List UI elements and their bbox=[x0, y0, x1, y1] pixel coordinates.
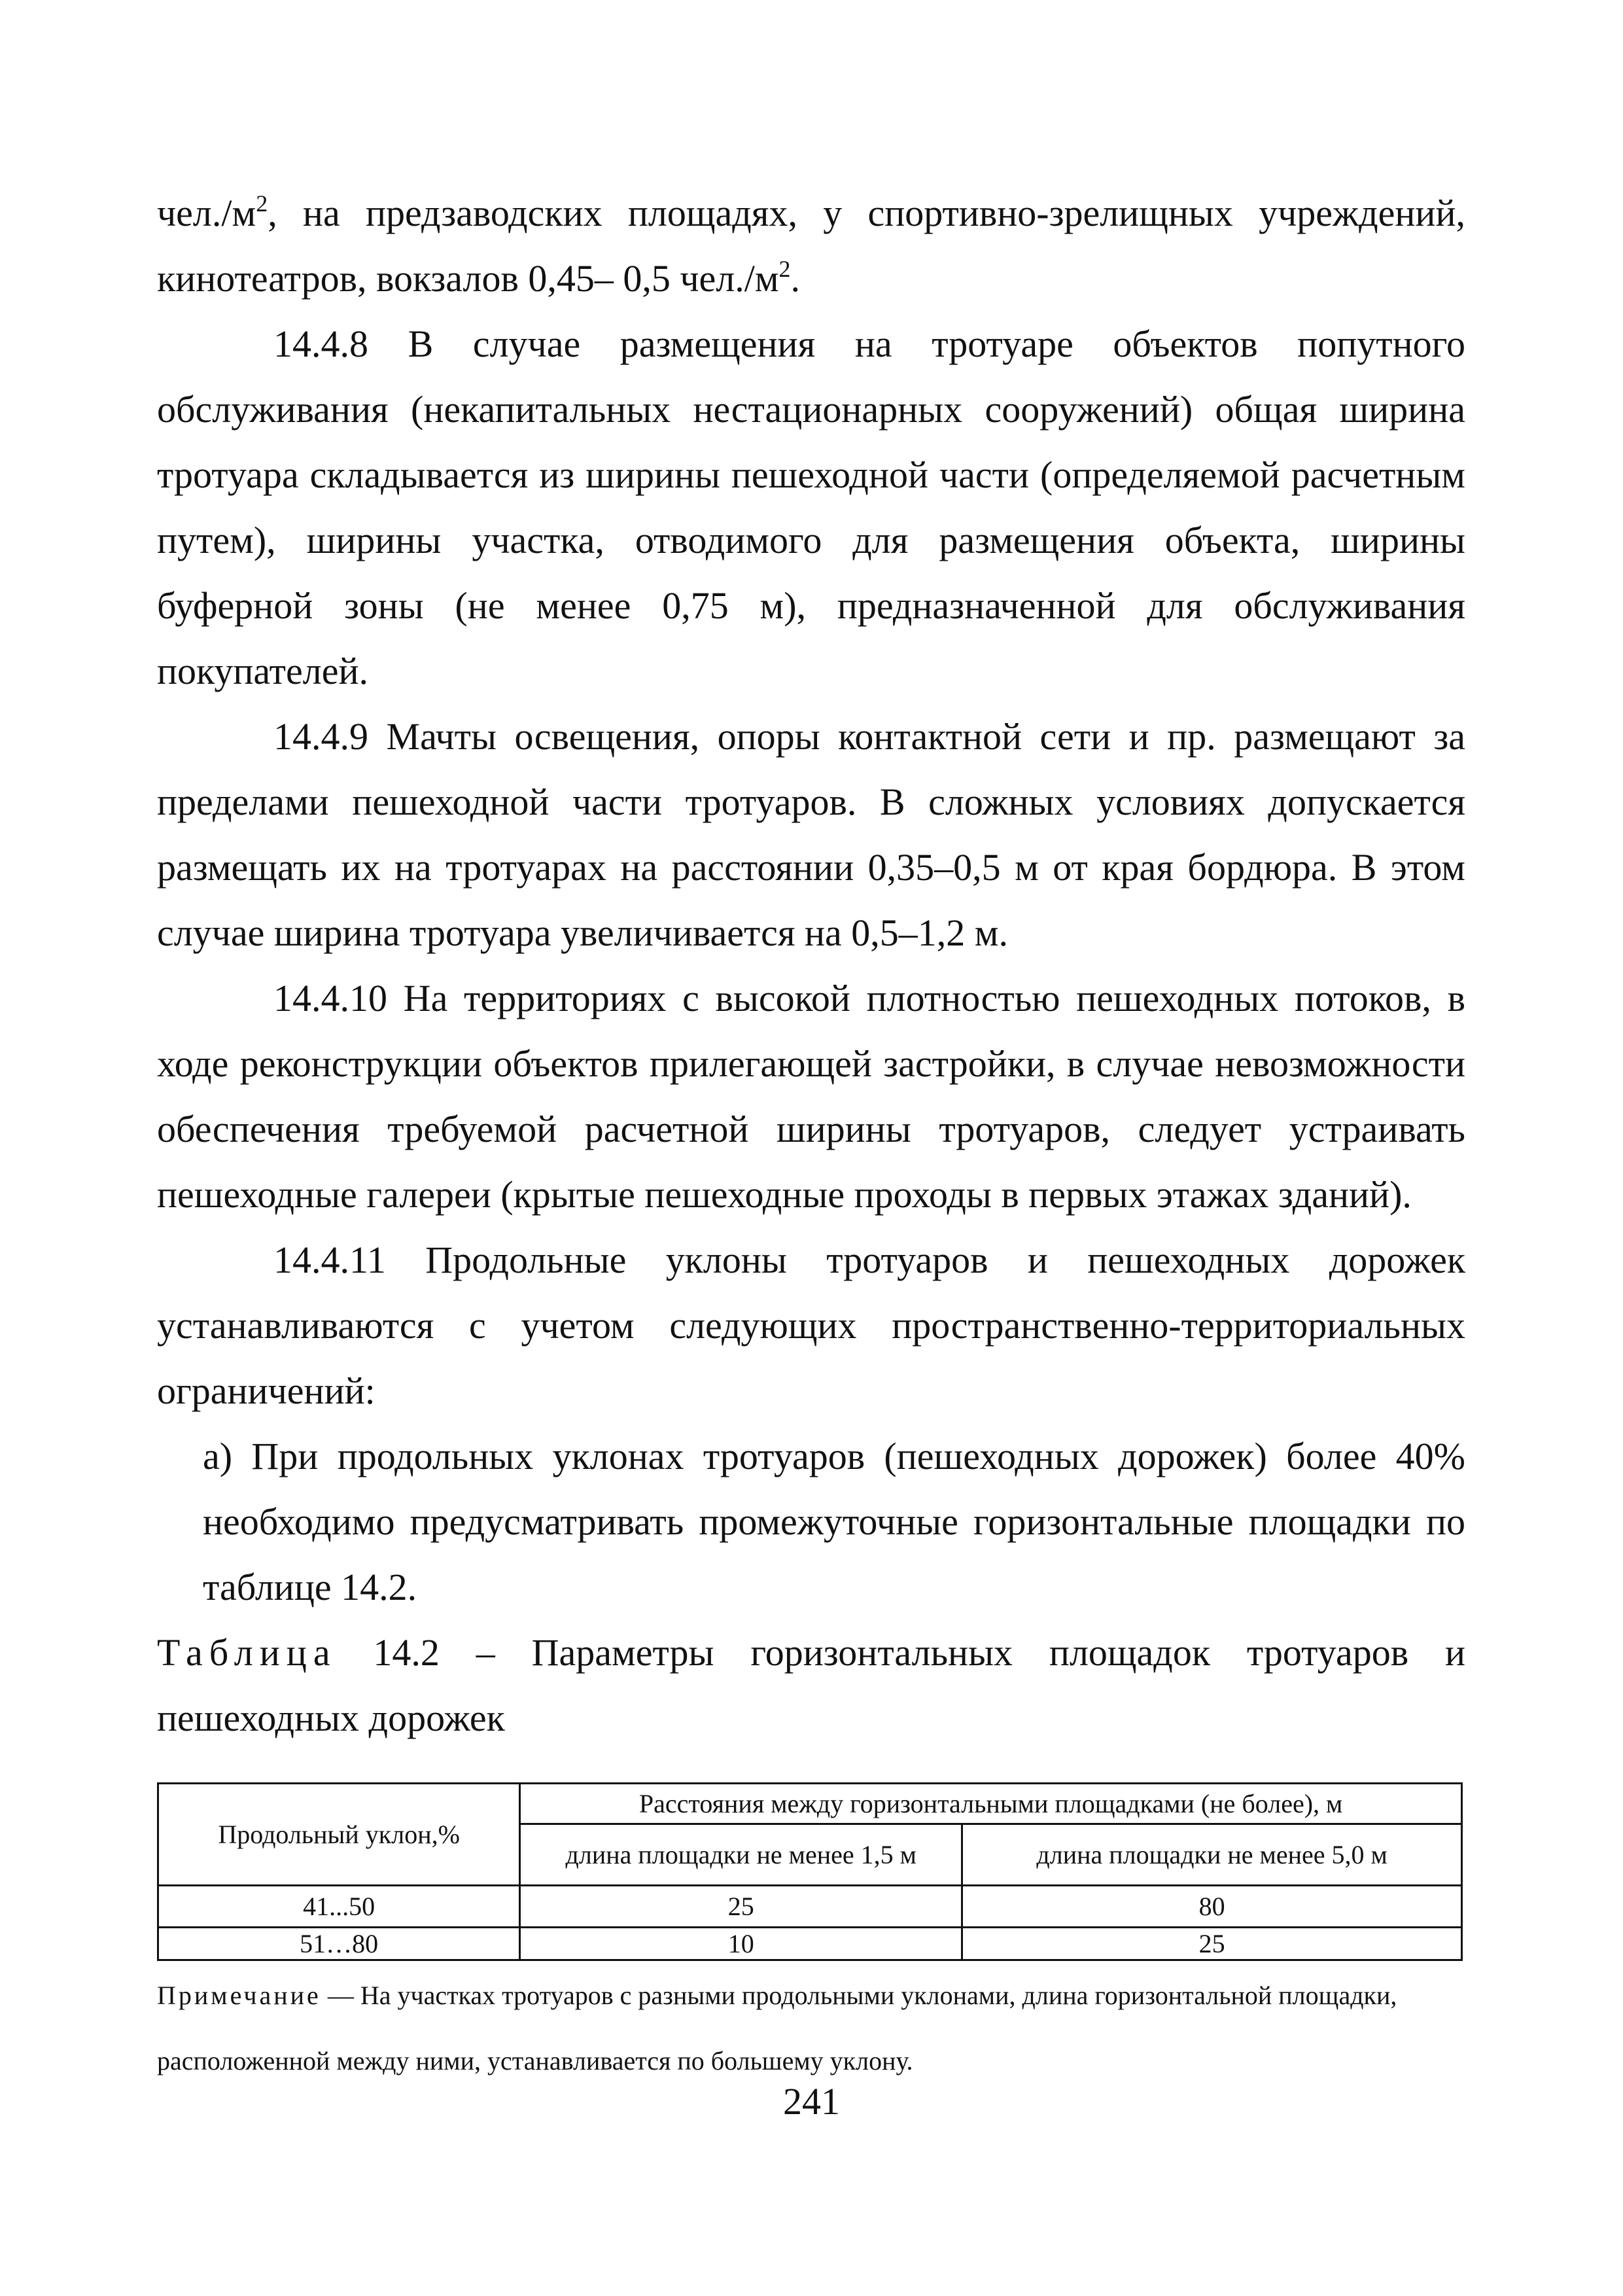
page-number: 241 bbox=[783, 2080, 840, 2123]
paragraph-continuation bbox=[157, 181, 1465, 311]
paragraph-14-4-10: 14.4.10 На территориях с высокой плотностью пешеходных потоков, в ходе реконструкции объектов прилегающей застройки, в случае невозможности обеспечения требуемой расчетной ширины тротуаров, следует устраивать пешеходные галереи (крытые пешеходные проходы в первых этажах зданий). bbox=[157, 977, 1465, 1216]
table-note bbox=[157, 1963, 1465, 2094]
cell-value: 10 bbox=[520, 1928, 962, 1960]
paragraph-14-4-8: 14.4.8 В случае размещения на тротуаре объектов попутного обслуживания (некапитальных нестационарных сооружений) общая ширина тротуара складывается из ширины пешеходной части (определяемой расчетным путем), ширины участка, отводимого для размещения объекта, ширины буферной зоны (не менее 0,75 м), предназначенной для обслуживания покупателей. bbox=[157, 323, 1465, 692]
table-caption-text: 14.2 – Параметры горизонтальных площадок тротуаров и пешеходных дорожек bbox=[157, 1631, 1465, 1739]
list-item-a: а) При продольных уклонах тротуаров (пешеходных дорожек) более 40% необходимо предусматривать промежуточные горизонтальные площадки по таблице 14.2. bbox=[203, 1435, 1465, 1608]
cell-slope: 41...50 bbox=[158, 1886, 520, 1928]
slope-parameters-table bbox=[157, 1782, 1463, 1961]
table-caption-label: Таблица bbox=[157, 1631, 337, 1674]
cell-value: 25 bbox=[962, 1928, 1462, 1960]
note-text: — На участках тротуаров с разными продольными уклонами, длина горизонтальной площадки, расположенной между ними, устанавливается по большему уклону. bbox=[157, 1981, 1397, 2075]
table-header-row bbox=[158, 1784, 1462, 1824]
col-header-slope: Продольный уклон,% bbox=[158, 1784, 520, 1886]
text-span: , на предзаводских площадях, у спортивно-зрелищных учреждений, кинотеатров, вокзалов 0,45– 0,5 чел./м bbox=[157, 192, 1465, 300]
note-label: Примечание bbox=[157, 1981, 321, 2010]
paragraph-14-4-11: 14.4.11 Продольные уклоны тротуаров и пешеходных дорожек устанавливаются с учетом следующих пространственно-территориальных ограничений: bbox=[157, 1239, 1465, 1412]
col-header-5-0m: длина площадки не менее 5,0 м bbox=[962, 1824, 1462, 1886]
superscript: 2 bbox=[778, 256, 791, 282]
text-span: чел./м bbox=[157, 192, 256, 234]
table-row bbox=[158, 1886, 1462, 1928]
cell-value: 25 bbox=[520, 1886, 962, 1928]
text-span: . bbox=[790, 257, 801, 300]
table-row bbox=[158, 1928, 1462, 1960]
table-caption bbox=[157, 1620, 1465, 1751]
cell-value: 80 bbox=[962, 1886, 1462, 1928]
paragraph-14-4-9: 14.4.9 Мачты освещения, опоры контактной сети и пр. размещают за пределами пешеходной части тротуаров. В сложных условиях допускается размещать их на тротуарах на расстоянии 0,35–0,5 м от края бордюра. В этом случае ширина тротуара увеличивается на 0,5–1,2 м. bbox=[157, 715, 1465, 954]
col-header-group: Расстояния между горизонтальными площадками (не более), м bbox=[520, 1784, 1462, 1824]
superscript: 2 bbox=[256, 190, 268, 217]
col-header-1-5m: длина площадки не менее 1,5 м bbox=[520, 1824, 962, 1886]
cell-slope: 51…80 bbox=[158, 1928, 520, 1960]
